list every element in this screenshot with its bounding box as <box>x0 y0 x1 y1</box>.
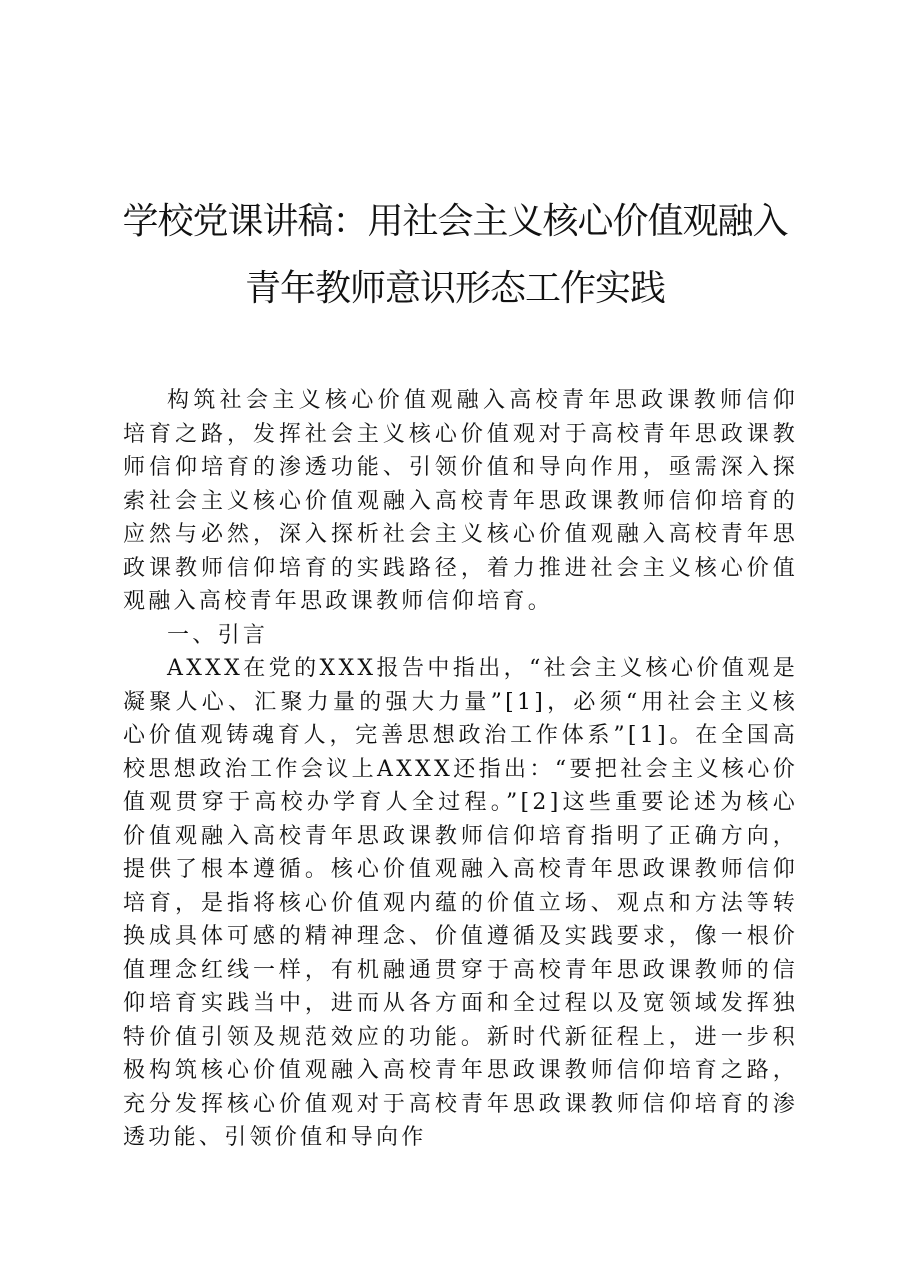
section-heading: 一、引言 <box>167 622 269 648</box>
document-body <box>123 384 798 1155</box>
section-paragraph: AXXX在党的XXX报告中指出，“社会主义核心价值观是凝聚人心、汇聚力量的强大力量”[1]，必须“用社会主义核心价值观铸魂育人，完善思想政治工作体系”[1]。在全国高校思想政治工作会议上AXXX还指出：“要把社会主义核心价值观贯穿于高校办学育人全过程。”[2]这些重要论述为核心价值观融入高校青年思政课教师信仰培育指明了正确方向，提供了根本遵循。核心价值观融入高校青年思政课教师信仰培育，是指将核心价值观内蕴的价值立场、观点和方法等转换成具体可感的精神理念、价值遵循及实践要求，像一根价值理念红线一样，有机融通贯穿于高校青年思政课教师的信仰培育实践当中，进而从各方面和全过程以及宽领域发挥独特价值引领及规范效应的功能。新时代新征程上，进一步积极构筑核心价值观融入高校青年思政课教师信仰培育之路，充分发挥核心价值观对于高校青年思政课教师信仰培育的渗透功能、引领价值和导向作 <box>123 656 798 1150</box>
document-title: 学校党课讲稿：用社会主义核心价值观融入青年教师意识形态工作实践 <box>122 201 788 309</box>
intro-paragraph: 构筑社会主义核心价值观融入高校青年思政课教师信仰培育之路，发挥社会主义核心价值观对于高校青年思政课教师信仰培育的渗透功能、引领价值和导向作用，亟需深入探索社会主义核心价值观融入高校青年思政课教师信仰培育的应然与必然，深入探析社会主义核心价值观融入高校青年思政课教师信仰培育的实践路径，着力推进社会主义核心价值观融入高校青年思政课教师信仰培育。 <box>123 388 798 614</box>
